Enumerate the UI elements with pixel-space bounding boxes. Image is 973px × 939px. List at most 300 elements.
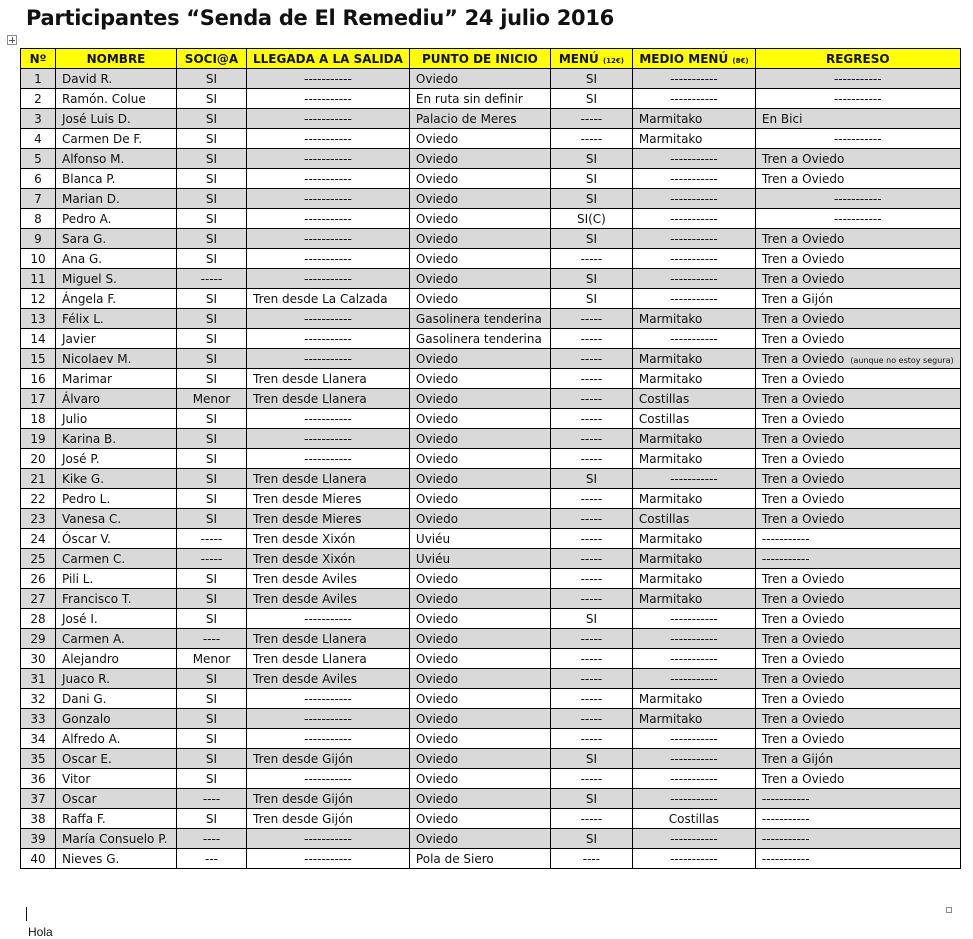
cell-medio[interactable] <box>632 149 755 169</box>
cell-punto[interactable] <box>409 169 550 189</box>
cell-menu[interactable] <box>550 689 632 709</box>
cell-socio[interactable] <box>177 569 247 589</box>
cell-regreso[interactable] <box>755 449 960 469</box>
cell-nombre[interactable] <box>56 89 177 109</box>
cell-num[interactable] <box>21 729 56 749</box>
cell-medio[interactable] <box>632 89 755 109</box>
cell-llegada[interactable] <box>247 169 410 189</box>
cell-socio[interactable] <box>177 329 247 349</box>
following-paragraph[interactable]: Hola <box>28 925 53 939</box>
cell-socio[interactable] <box>177 449 247 469</box>
cell-num[interactable] <box>21 649 56 669</box>
cell-medio[interactable] <box>632 429 755 449</box>
cell-medio[interactable] <box>632 189 755 209</box>
cell-num[interactable] <box>21 409 56 429</box>
cell-menu[interactable] <box>550 729 632 749</box>
cell-menu[interactable] <box>550 109 632 129</box>
cell-socio[interactable] <box>177 129 247 149</box>
cell-punto[interactable] <box>409 389 550 409</box>
cell-socio[interactable] <box>177 489 247 509</box>
cell-regreso[interactable] <box>755 729 960 749</box>
cell-punto[interactable] <box>409 249 550 269</box>
cell-menu[interactable] <box>550 309 632 329</box>
cell-punto[interactable] <box>409 149 550 169</box>
cell-regreso[interactable] <box>755 149 960 169</box>
cell-num[interactable] <box>21 469 56 489</box>
cell-menu[interactable] <box>550 669 632 689</box>
cell-nombre[interactable] <box>56 349 177 369</box>
cell-nombre[interactable] <box>56 309 177 329</box>
cell-nombre[interactable] <box>56 649 177 669</box>
cell-num[interactable] <box>21 189 56 209</box>
cell-nombre[interactable] <box>56 549 177 569</box>
cell-medio[interactable] <box>632 709 755 729</box>
cell-menu[interactable] <box>550 709 632 729</box>
cell-regreso[interactable] <box>755 509 960 529</box>
cell-llegada[interactable] <box>247 269 410 289</box>
cell-nombre[interactable] <box>56 209 177 229</box>
cell-medio[interactable] <box>632 609 755 629</box>
cell-punto[interactable] <box>409 489 550 509</box>
cell-nombre[interactable] <box>56 749 177 769</box>
cell-medio[interactable] <box>632 789 755 809</box>
cell-regreso[interactable] <box>755 289 960 309</box>
cell-num[interactable] <box>21 329 56 349</box>
cell-menu[interactable] <box>550 349 632 369</box>
cell-regreso[interactable] <box>755 609 960 629</box>
cell-num[interactable] <box>21 109 56 129</box>
cell-menu[interactable] <box>550 489 632 509</box>
cell-nombre[interactable] <box>56 449 177 469</box>
cell-regreso[interactable] <box>755 709 960 729</box>
cell-socio[interactable] <box>177 629 247 649</box>
cell-medio[interactable] <box>632 249 755 269</box>
cell-llegada[interactable] <box>247 749 410 769</box>
cell-socio[interactable] <box>177 849 247 869</box>
cell-num[interactable] <box>21 129 56 149</box>
cell-num[interactable] <box>21 489 56 509</box>
cell-llegada[interactable] <box>247 489 410 509</box>
cell-menu[interactable] <box>550 529 632 549</box>
cell-nombre[interactable] <box>56 709 177 729</box>
cell-nombre[interactable] <box>56 229 177 249</box>
cell-llegada[interactable] <box>247 469 410 489</box>
cell-regreso[interactable] <box>755 489 960 509</box>
cell-socio[interactable] <box>177 389 247 409</box>
cell-regreso[interactable] <box>755 689 960 709</box>
cell-nombre[interactable] <box>56 669 177 689</box>
cell-medio[interactable] <box>632 569 755 589</box>
cell-regreso[interactable] <box>755 469 960 489</box>
cell-medio[interactable] <box>632 469 755 489</box>
cell-regreso[interactable] <box>755 829 960 849</box>
cell-num[interactable] <box>21 789 56 809</box>
cell-menu[interactable] <box>550 429 632 449</box>
table-move-handle-icon[interactable] <box>7 35 17 45</box>
cell-regreso[interactable] <box>755 809 960 829</box>
cell-socio[interactable] <box>177 309 247 329</box>
cell-llegada[interactable] <box>247 229 410 249</box>
cell-punto[interactable] <box>409 789 550 809</box>
cell-medio[interactable] <box>632 109 755 129</box>
cell-medio[interactable] <box>632 129 755 149</box>
cell-regreso[interactable] <box>755 69 960 89</box>
cell-punto[interactable] <box>409 349 550 369</box>
cell-num[interactable] <box>21 769 56 789</box>
cell-num[interactable] <box>21 349 56 369</box>
cell-medio[interactable] <box>632 209 755 229</box>
cell-socio[interactable] <box>177 769 247 789</box>
cell-punto[interactable] <box>409 609 550 629</box>
cell-num[interactable] <box>21 849 56 869</box>
cell-menu[interactable] <box>550 189 632 209</box>
cell-socio[interactable] <box>177 509 247 529</box>
cell-punto[interactable] <box>409 89 550 109</box>
cell-medio[interactable] <box>632 689 755 709</box>
cell-num[interactable] <box>21 529 56 549</box>
cell-nombre[interactable] <box>56 629 177 649</box>
cell-num[interactable] <box>21 89 56 109</box>
cell-punto[interactable] <box>409 549 550 569</box>
cell-menu[interactable] <box>550 829 632 849</box>
cell-menu[interactable] <box>550 69 632 89</box>
cell-socio[interactable] <box>177 89 247 109</box>
cell-num[interactable] <box>21 269 56 289</box>
cell-nombre[interactable] <box>56 249 177 269</box>
cell-nombre[interactable] <box>56 69 177 89</box>
cell-menu[interactable] <box>550 449 632 469</box>
cell-llegada[interactable] <box>247 149 410 169</box>
cell-nombre[interactable] <box>56 149 177 169</box>
cell-regreso[interactable] <box>755 349 960 369</box>
cell-medio[interactable] <box>632 549 755 569</box>
cell-regreso[interactable] <box>755 189 960 209</box>
cell-regreso[interactable] <box>755 669 960 689</box>
cell-num[interactable] <box>21 169 56 189</box>
cell-punto[interactable] <box>409 709 550 729</box>
cell-punto[interactable] <box>409 429 550 449</box>
cell-num[interactable] <box>21 449 56 469</box>
cell-socio[interactable] <box>177 169 247 189</box>
cell-nombre[interactable] <box>56 329 177 349</box>
cell-punto[interactable] <box>409 209 550 229</box>
cell-socio[interactable] <box>177 589 247 609</box>
cell-num[interactable] <box>21 369 56 389</box>
cell-nombre[interactable] <box>56 509 177 529</box>
cell-medio[interactable] <box>632 409 755 429</box>
cell-punto[interactable] <box>409 749 550 769</box>
cell-regreso[interactable] <box>755 549 960 569</box>
cell-num[interactable] <box>21 629 56 649</box>
cell-llegada[interactable] <box>247 769 410 789</box>
cell-num[interactable] <box>21 429 56 449</box>
cell-llegada[interactable] <box>247 589 410 609</box>
cell-menu[interactable] <box>550 809 632 829</box>
cell-num[interactable] <box>21 589 56 609</box>
cell-nombre[interactable] <box>56 289 177 309</box>
cell-punto[interactable] <box>409 569 550 589</box>
cell-regreso[interactable] <box>755 529 960 549</box>
cell-nombre[interactable] <box>56 269 177 289</box>
cell-nombre[interactable] <box>56 109 177 129</box>
cell-socio[interactable] <box>177 749 247 769</box>
cell-menu[interactable] <box>550 389 632 409</box>
cell-socio[interactable] <box>177 789 247 809</box>
cell-llegada[interactable] <box>247 189 410 209</box>
cell-menu[interactable] <box>550 249 632 269</box>
cell-nombre[interactable] <box>56 489 177 509</box>
cell-socio[interactable] <box>177 549 247 569</box>
cell-menu[interactable] <box>550 649 632 669</box>
cell-num[interactable] <box>21 809 56 829</box>
cell-llegada[interactable] <box>247 829 410 849</box>
cell-menu[interactable] <box>550 549 632 569</box>
cell-medio[interactable] <box>632 629 755 649</box>
cell-llegada[interactable] <box>247 789 410 809</box>
cell-llegada[interactable] <box>247 349 410 369</box>
cell-punto[interactable] <box>409 69 550 89</box>
cell-nombre[interactable] <box>56 409 177 429</box>
cell-regreso[interactable] <box>755 209 960 229</box>
cell-medio[interactable] <box>632 749 755 769</box>
cell-punto[interactable] <box>409 129 550 149</box>
cell-medio[interactable] <box>632 69 755 89</box>
cell-llegada[interactable] <box>247 669 410 689</box>
cell-llegada[interactable] <box>247 409 410 429</box>
cell-medio[interactable] <box>632 529 755 549</box>
cell-punto[interactable] <box>409 369 550 389</box>
cell-medio[interactable] <box>632 829 755 849</box>
cell-num[interactable] <box>21 389 56 409</box>
cell-nombre[interactable] <box>56 589 177 609</box>
cell-menu[interactable] <box>550 169 632 189</box>
cell-nombre[interactable] <box>56 429 177 449</box>
cell-menu[interactable] <box>550 589 632 609</box>
cell-medio[interactable] <box>632 369 755 389</box>
cell-menu[interactable] <box>550 209 632 229</box>
cell-medio[interactable] <box>632 449 755 469</box>
cell-num[interactable] <box>21 309 56 329</box>
cell-nombre[interactable] <box>56 189 177 209</box>
cell-punto[interactable] <box>409 289 550 309</box>
cell-llegada[interactable] <box>247 709 410 729</box>
cell-llegada[interactable] <box>247 549 410 569</box>
cell-menu[interactable] <box>550 149 632 169</box>
cell-punto[interactable] <box>409 449 550 469</box>
cell-llegada[interactable] <box>247 69 410 89</box>
cell-punto[interactable] <box>409 629 550 649</box>
cell-menu[interactable] <box>550 409 632 429</box>
cell-socio[interactable] <box>177 649 247 669</box>
cell-nombre[interactable] <box>56 609 177 629</box>
cell-medio[interactable] <box>632 289 755 309</box>
cell-punto[interactable] <box>409 669 550 689</box>
cell-medio[interactable] <box>632 309 755 329</box>
cell-llegada[interactable] <box>247 109 410 129</box>
cell-regreso[interactable] <box>755 769 960 789</box>
cell-nombre[interactable] <box>56 689 177 709</box>
cell-llegada[interactable] <box>247 129 410 149</box>
cell-llegada[interactable] <box>247 209 410 229</box>
cell-menu[interactable] <box>550 609 632 629</box>
cell-num[interactable] <box>21 669 56 689</box>
cell-socio[interactable] <box>177 829 247 849</box>
cell-llegada[interactable] <box>247 249 410 269</box>
cell-llegada[interactable] <box>247 289 410 309</box>
cell-medio[interactable] <box>632 729 755 749</box>
cell-medio[interactable] <box>632 769 755 789</box>
cell-socio[interactable] <box>177 109 247 129</box>
cell-nombre[interactable] <box>56 369 177 389</box>
cell-nombre[interactable] <box>56 729 177 749</box>
cell-regreso[interactable] <box>755 89 960 109</box>
cell-regreso[interactable] <box>755 129 960 149</box>
cell-socio[interactable] <box>177 729 247 749</box>
cell-socio[interactable] <box>177 429 247 449</box>
cell-llegada[interactable] <box>247 529 410 549</box>
cell-llegada[interactable] <box>247 629 410 649</box>
cell-punto[interactable] <box>409 469 550 489</box>
cell-medio[interactable] <box>632 849 755 869</box>
cell-num[interactable] <box>21 149 56 169</box>
cell-num[interactable] <box>21 509 56 529</box>
cell-menu[interactable] <box>550 229 632 249</box>
cell-medio[interactable] <box>632 489 755 509</box>
cell-regreso[interactable] <box>755 109 960 129</box>
cell-regreso[interactable] <box>755 409 960 429</box>
cell-socio[interactable] <box>177 289 247 309</box>
cell-nombre[interactable] <box>56 469 177 489</box>
cell-num[interactable] <box>21 689 56 709</box>
cell-menu[interactable] <box>550 629 632 649</box>
cell-num[interactable] <box>21 289 56 309</box>
cell-punto[interactable] <box>409 689 550 709</box>
cell-num[interactable] <box>21 249 56 269</box>
cell-medio[interactable] <box>632 269 755 289</box>
cell-nombre[interactable] <box>56 789 177 809</box>
cell-num[interactable] <box>21 609 56 629</box>
cell-nombre[interactable] <box>56 129 177 149</box>
cell-llegada[interactable] <box>247 369 410 389</box>
cell-regreso[interactable] <box>755 169 960 189</box>
cell-punto[interactable] <box>409 189 550 209</box>
cell-punto[interactable] <box>409 809 550 829</box>
cell-nombre[interactable] <box>56 529 177 549</box>
cell-nombre[interactable] <box>56 829 177 849</box>
cell-medio[interactable] <box>632 809 755 829</box>
cell-punto[interactable] <box>409 829 550 849</box>
cell-socio[interactable] <box>177 369 247 389</box>
cell-menu[interactable] <box>550 769 632 789</box>
cell-medio[interactable] <box>632 589 755 609</box>
cell-menu[interactable] <box>550 469 632 489</box>
cell-regreso[interactable] <box>755 309 960 329</box>
cell-socio[interactable] <box>177 69 247 89</box>
cell-punto[interactable] <box>409 529 550 549</box>
cell-llegada[interactable] <box>247 429 410 449</box>
cell-llegada[interactable] <box>247 649 410 669</box>
cell-nombre[interactable] <box>56 849 177 869</box>
cell-socio[interactable] <box>177 249 247 269</box>
cell-regreso[interactable] <box>755 569 960 589</box>
cell-menu[interactable] <box>550 329 632 349</box>
cell-regreso[interactable] <box>755 429 960 449</box>
cell-llegada[interactable] <box>247 509 410 529</box>
cell-num[interactable] <box>21 209 56 229</box>
cell-regreso[interactable] <box>755 389 960 409</box>
cell-menu[interactable] <box>550 849 632 869</box>
cell-nombre[interactable] <box>56 389 177 409</box>
cell-socio[interactable] <box>177 269 247 289</box>
cell-socio[interactable] <box>177 149 247 169</box>
cell-regreso[interactable] <box>755 589 960 609</box>
cell-menu[interactable] <box>550 789 632 809</box>
cell-punto[interactable] <box>409 229 550 249</box>
cell-nombre[interactable] <box>56 769 177 789</box>
cell-punto[interactable] <box>409 769 550 789</box>
cell-num[interactable] <box>21 829 56 849</box>
cell-llegada[interactable] <box>247 689 410 709</box>
cell-socio[interactable] <box>177 469 247 489</box>
cell-punto[interactable] <box>409 649 550 669</box>
cell-regreso[interactable] <box>755 369 960 389</box>
cell-regreso[interactable] <box>755 789 960 809</box>
cell-menu[interactable] <box>550 509 632 529</box>
cell-medio[interactable] <box>632 649 755 669</box>
table-resize-handle[interactable] <box>946 907 952 913</box>
cell-punto[interactable] <box>409 109 550 129</box>
cell-punto[interactable] <box>409 589 550 609</box>
cell-socio[interactable] <box>177 809 247 829</box>
cell-menu[interactable] <box>550 269 632 289</box>
cell-socio[interactable] <box>177 709 247 729</box>
cell-medio[interactable] <box>632 509 755 529</box>
cell-medio[interactable] <box>632 669 755 689</box>
cell-socio[interactable] <box>177 349 247 369</box>
cell-socio[interactable] <box>177 189 247 209</box>
cell-medio[interactable] <box>632 169 755 189</box>
cell-llegada[interactable] <box>247 309 410 329</box>
cell-nombre[interactable] <box>56 569 177 589</box>
cell-menu[interactable] <box>550 289 632 309</box>
cell-menu[interactable] <box>550 749 632 769</box>
cell-llegada[interactable] <box>247 569 410 589</box>
cell-punto[interactable] <box>409 329 550 349</box>
cell-punto[interactable] <box>409 269 550 289</box>
cell-punto[interactable] <box>409 729 550 749</box>
cell-llegada[interactable] <box>247 849 410 869</box>
cell-num[interactable] <box>21 569 56 589</box>
cell-regreso[interactable] <box>755 849 960 869</box>
cell-llegada[interactable] <box>247 389 410 409</box>
cell-nombre[interactable] <box>56 169 177 189</box>
cell-socio[interactable] <box>177 669 247 689</box>
cell-regreso[interactable] <box>755 649 960 669</box>
cell-socio[interactable] <box>177 609 247 629</box>
cell-num[interactable] <box>21 229 56 249</box>
cell-menu[interactable] <box>550 89 632 109</box>
cell-socio[interactable] <box>177 209 247 229</box>
cell-num[interactable] <box>21 709 56 729</box>
cell-regreso[interactable] <box>755 329 960 349</box>
cell-llegada[interactable] <box>247 809 410 829</box>
cell-socio[interactable] <box>177 229 247 249</box>
cell-menu[interactable] <box>550 569 632 589</box>
cell-menu[interactable] <box>550 129 632 149</box>
cell-nombre[interactable] <box>56 809 177 829</box>
cell-llegada[interactable] <box>247 329 410 349</box>
cell-socio[interactable] <box>177 529 247 549</box>
